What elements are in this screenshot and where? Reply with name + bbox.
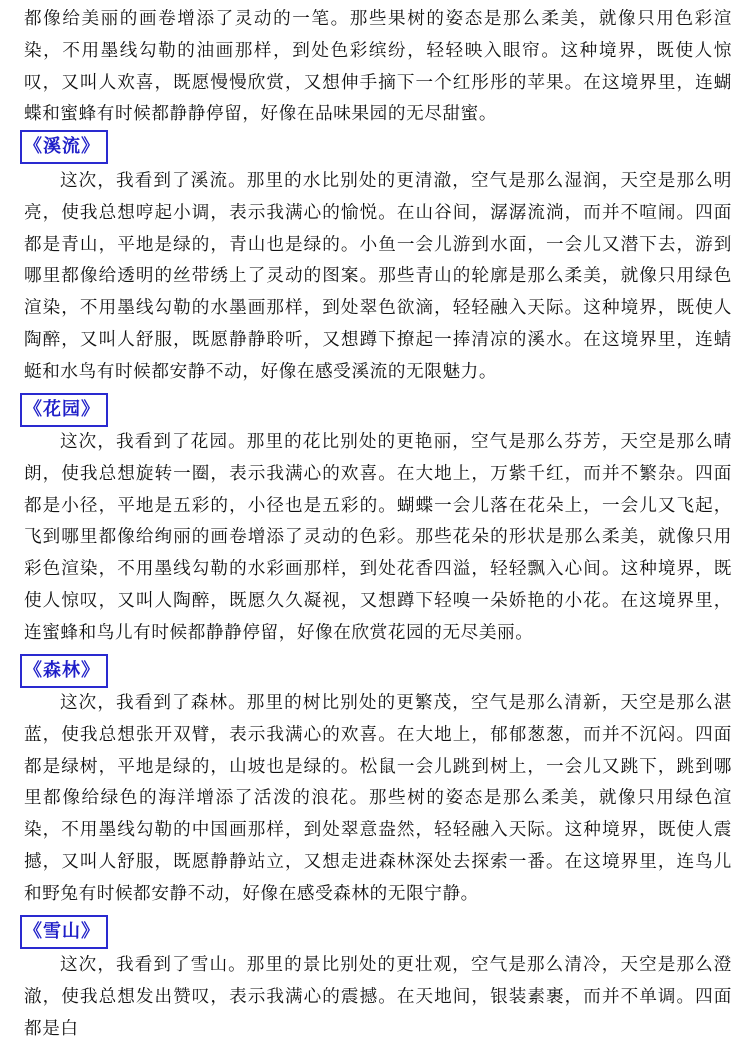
paragraph-orchard-end: 都像给美丽的画卷增添了灵动的一笔。那些果树的姿态是那么柔美，就像只用色彩渲染，不用墨线勾勒的油画那样，到处色彩缤纷，轻轻映入眼帘。这种境界，既使人惊叹，又叫人欢喜，既愿慢慢欣赏，又想伸手摘下一个红彤彤的苹果。在这境界里，连蝴蝶和蜜蜂有时候都静静停留，好像在品味果园的无尽甜蜜。 bbox=[24, 9, 732, 125]
heading-stream: 《溪流》 bbox=[20, 130, 108, 164]
heading-snow-mountain: 《雪山》 bbox=[20, 915, 108, 949]
heading-garden: 《花园》 bbox=[20, 393, 108, 427]
paragraph-forest: 这次，我看到了森林。那里的树比别处的更繁茂，空气是那么清新，天空是那么湛蓝，使我总想张开双臂，表示我满心的欢喜。在大地上，郁郁葱葱，而并不沉闷。四面都是绿树，平地是绿的，山坡也是绿的。松鼠一会儿跳到树上，一会儿又跳下，跳到哪里都像给绿色的海洋增添了活泼的浪花。那些树的姿态是那么柔美，就像只用绿色渲染，不用墨线勾勒的中国画那样，到处翠意盎然，轻轻融入天际。这种境界，既使人震撼，又叫人舒服，既愿静静站立，又想走进森林深处去探索一番。在这境界里，连鸟儿和野兔有时候都安静不动，好像在感受森林的无限宁静。 bbox=[24, 693, 732, 904]
paragraph-garden: 这次，我看到了花园。那里的花比别处的更艳丽，空气是那么芬芳，天空是那么晴朗，使我总想旋转一圈，表示我满心的欢喜。在大地上，万紫千红，而并不繁杂。四面都是小径，平地是五彩的，小径也是五彩的。蝴蝶一会儿落在花朵上，一会儿又飞起，飞到哪里都像给绚丽的画卷增添了灵动的色彩。那些花朵的形状是那么柔美，就像只用彩色渲染，不用墨线勾勒的水彩画那样，到处花香四溢，轻轻飘入心间。这种境界，既使人惊叹，又叫人陶醉，既愿久久凝视，又想蹲下轻嗅一朵娇艳的小花。在这境界里，连蜜蜂和鸟儿有时候都静静停留，好像在欣赏花园的无尽美丽。 bbox=[24, 432, 732, 643]
paragraph-stream: 这次，我看到了溪流。那里的水比别处的更清澈，空气是那么湿润，天空是那么明亮，使我总想哼起小调，表示我满心的愉悦。在山谷间，潺潺流淌，而并不喧闹。四面都是青山，平地是绿的，青山也是绿的。小鱼一会儿游到水面，一会儿又潜下去，游到哪里都像给透明的丝带绣上了灵动的图案。那些青山的轮廓是那么柔美，就像只用绿色渲染，不用墨线勾勒的水墨画那样，到处翠色欲滴，轻轻融入天际。这种境界，既使人陶醉，又叫人舒服，既愿静静聆听，又想蹲下撩起一捧清凉的溪水。在这境界里，连蜻蜓和水鸟有时候都安静不动，好像在感受溪流的无限魅力。 bbox=[24, 171, 732, 382]
paragraph-snow-mountain: 这次，我看到了雪山。那里的景比别处的更壮观，空气是那么清冷，天空是那么澄澈，使我总想发出赞叹，表示我满心的震撼。在天地间，银装素裹，而并不单调。四面都是白 bbox=[24, 955, 732, 1039]
heading-forest: 《森林》 bbox=[20, 654, 108, 688]
